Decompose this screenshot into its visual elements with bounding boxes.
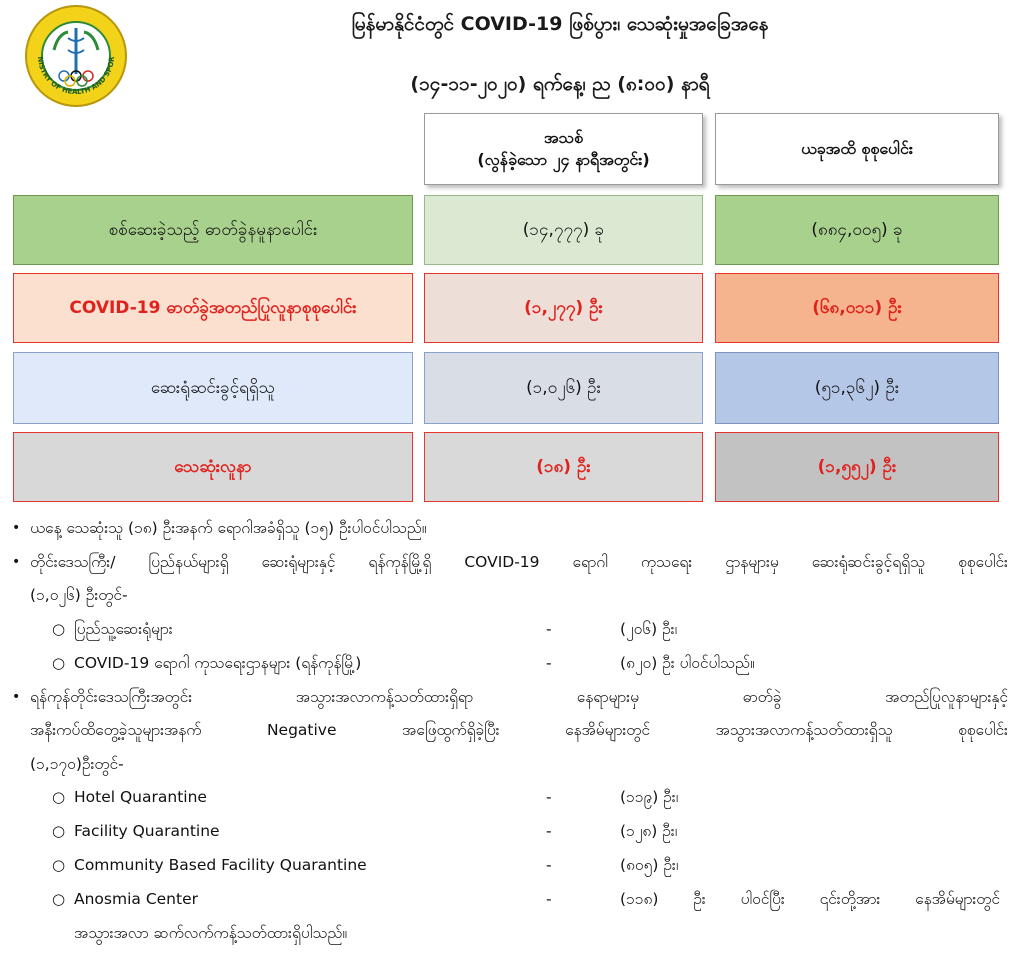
sub-bullet-circle: ○ — [52, 856, 66, 874]
sub-item-label: Anosmia Center — [74, 890, 198, 908]
note-bullet-3-line2: အနီးကပ်ထိတွေ့ခဲ့သူများအနက် Negative အဖြေထွက်ရှိခဲ့ပြီး နေအိမ်များတွင် အသွားအလာကန့်သတ်ထားရှိသူ စုစုပေါင်း — [30, 721, 1008, 739]
row-tests-new: (၁၄,၇၇၇) ခု — [424, 195, 703, 265]
sub-bullet-circle: ○ — [52, 890, 66, 908]
sub-item-label: Hotel Quarantine — [74, 788, 207, 806]
row-label-deaths: သေဆုံးလူနာ — [13, 432, 413, 502]
note-bullet-1 — [8, 512, 1008, 546]
sub-item-label: Facility Quarantine — [74, 822, 220, 840]
note-bullet-2-line1: တိုင်းဒေသကြီး/ ပြည်နယ်များရှိ ဆေးရုံများနှင့် ရန်ကုန်မြို့ရှိ COVID-19 ရောဂါ ကုသရေး ဌာနများမှ ဆေးရုံဆင်းခွင့်ရရှိသူ စုစုပေါင်း — [30, 552, 1008, 571]
row-deaths-total: (၁,၅၅၂) ဦး — [715, 432, 999, 502]
note-bullet-3-line3: (၁,၁၇၀)ဦးတွင်- — [30, 754, 124, 773]
sub-bullet-circle: ○ — [52, 788, 66, 806]
sub-item-value: (၁၁၈) ဦး ပါဝင်ပြီး ၎င်းတို့အား နေအိမ်များတွင် — [620, 890, 1000, 908]
sub-item — [8, 815, 1008, 849]
row-confirmed-total: (၆၈,၀၁၁) ဦး — [715, 273, 999, 343]
sub-bullet-circle: ○ — [52, 653, 66, 672]
sub-bullet-circle: ○ — [52, 822, 66, 840]
bullet-dot: • — [12, 520, 21, 536]
row-label-discharged: ဆေးရုံဆင်းခွင့်ရရှိသူ — [13, 352, 413, 424]
sub-item-label: COVID-19 ရောဂါ ကုသရေးဌာနများ (ရန်ကုန်မြို့) — [74, 653, 362, 672]
ministry-logo — [24, 4, 128, 108]
sub-item-label: ပြည်သူ့ဆေးရုံများ — [74, 619, 173, 638]
sub-item-dash: - — [546, 856, 552, 874]
row-label-confirmed: COVID-19 ဓာတ်ခွဲအတည်ပြုလူနာစုစုပေါင်း — [13, 273, 413, 343]
sub-item-dash: - — [546, 822, 552, 840]
sub-item — [8, 781, 1008, 815]
sub-item-dash: - — [546, 890, 552, 908]
note-bullet-3-line1: ရန်ကုန်တိုင်းဒေသကြီးအတွင်း အသွားအလာကန့်သတ်ထားရှိရာ နေရာများမှ ဓာတ်ခွဲ အတည်ပြုလူနာများနှင့် — [30, 687, 1008, 706]
note-bullet-2-line2: (၁,၀၂၆) ဦးတွင်- — [30, 586, 128, 604]
logo-text: NISTRY OF HEALTH AND SPOR — [35, 56, 117, 97]
bullet-dot: • — [12, 553, 21, 570]
sub-item — [8, 849, 1008, 883]
notes-section — [8, 512, 1008, 951]
note-bullet-1-text: ယနေ့ သေဆုံးသူ (၁၈) ဦးအနက် ရောဂါအခံရှိသူ (၁၅) ဦးပါဝင်ပါသည်။ — [30, 519, 427, 537]
page-subtitle-date: (၁၄-၁၁-၂၀၂၀) ရက်နေ့၊ ည (၈:၀၀) နာရီ — [410, 73, 710, 95]
sub-item-dash: - — [546, 619, 552, 638]
sub-item — [8, 883, 1008, 917]
row-tests-total: (၈၈၄,၀၀၅) ခု — [715, 195, 999, 265]
sub-item-dash: - — [546, 788, 552, 806]
row-deaths-new: (၁၈) ဦး — [424, 432, 703, 502]
sub-item-label: Community Based Facility Quarantine — [74, 856, 367, 874]
sub-item-value: (၈၀၅) ဦး၊ — [620, 856, 679, 874]
sub-item-continuation: အသွားအလာ ဆက်လက်ကန့်သတ်ထားရှိပါသည်။ — [74, 924, 348, 942]
sub-bullet-circle: ○ — [52, 619, 66, 638]
sub-item-dash: - — [546, 653, 552, 672]
sub-item — [8, 647, 1008, 681]
sub-item-value: (၁၁၉) ဦး၊ — [620, 788, 679, 806]
note-bullet-2 — [8, 546, 1008, 613]
row-label-tests: စစ်ဆေးခဲ့သည့် ဓာတ်ခွဲနမူနာပေါင်း — [13, 195, 413, 265]
note-bullet-3 — [8, 681, 1008, 782]
col-header-total: ယခုအထိ စုစုပေါင်း — [715, 113, 999, 185]
sub-item-value: (၂၀၆) ဦး၊ — [620, 619, 678, 638]
row-confirmed-new: (၁,၂၇၇) ဦး — [424, 273, 703, 343]
row-discharged-new: (၁,၀၂၆) ဦး — [424, 352, 703, 424]
sub-item — [8, 613, 1008, 647]
row-discharged-total: (၅၁,၃၆၂) ဦး — [715, 352, 999, 424]
page-title: မြန်မာနိုင်ငံတွင် COVID-19 ဖြစ်ပွား၊ သေဆုံးမှုအခြေအနေ — [351, 13, 769, 35]
col-header-new: အသစ် (လွန်ခဲ့သော ၂၄ နာရီအတွင်း) — [424, 113, 703, 185]
sub-item-value: (၈၂၀) ဦး ပါဝင်ပါသည်။ — [620, 653, 755, 672]
sub-item-value: (၁၂၈) ဦး၊ — [620, 822, 678, 840]
bullet-dot: • — [12, 688, 21, 705]
